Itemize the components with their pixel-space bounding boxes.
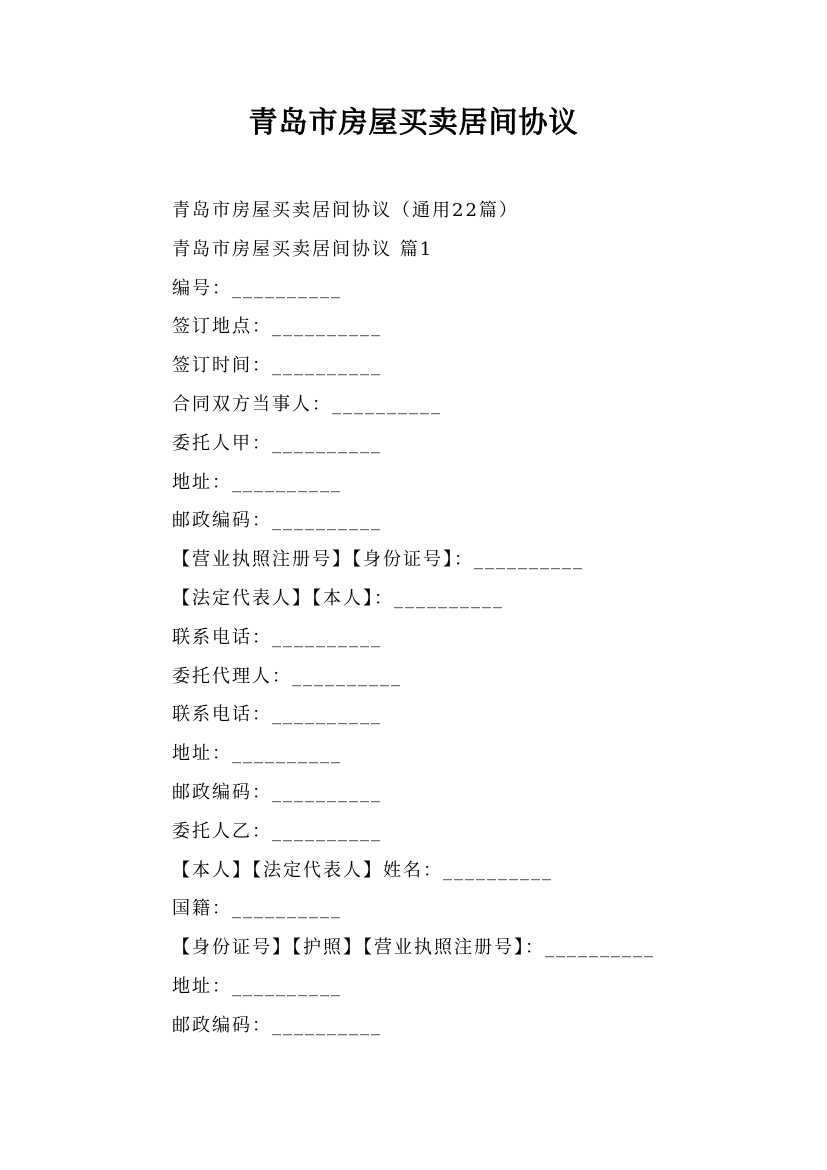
field-license-id: 【营业执照注册号】【身份证号】：__________ (172, 549, 584, 571)
field-phone: 联系电话：__________ (172, 704, 382, 726)
document-title: 青岛市房屋买卖居间协议 (248, 105, 579, 139)
field-postal-code: 邮政编码：__________ (172, 510, 382, 532)
field-address: 地址：__________ (172, 471, 342, 493)
field-signing-time: 签订时间：__________ (172, 355, 382, 377)
field-agent: 委托代理人：__________ (172, 665, 402, 687)
field-id-passport-license: 【身份证号】【护照】【营业执照注册号】：__________ (172, 937, 655, 959)
field-address: 地址：__________ (172, 975, 342, 997)
field-phone: 联系电话：__________ (172, 626, 382, 648)
subtitle-line: 青岛市房屋买卖居间协议（通用22篇） (172, 200, 519, 221)
field-representative: 【法定代表人】【本人】：__________ (172, 587, 504, 609)
section-heading: 青岛市房屋买卖居间协议 篇1 (172, 238, 434, 260)
field-nationality: 国籍：__________ (172, 898, 342, 920)
field-client-a: 委托人甲：__________ (172, 432, 382, 454)
field-parties: 合同双方当事人：__________ (172, 393, 442, 415)
field-client-b: 委托人乙：__________ (172, 820, 382, 842)
field-signing-place: 签订地点：__________ (172, 316, 382, 338)
field-postal-code: 邮政编码：__________ (172, 1014, 382, 1036)
field-postal-code: 邮政编码：__________ (172, 781, 382, 803)
document-body (172, 192, 767, 1046)
field-address: 地址：__________ (172, 743, 342, 765)
field-number: 编号：__________ (172, 277, 342, 299)
field-name: 【本人】【法定代表人】姓名：__________ (172, 859, 553, 881)
